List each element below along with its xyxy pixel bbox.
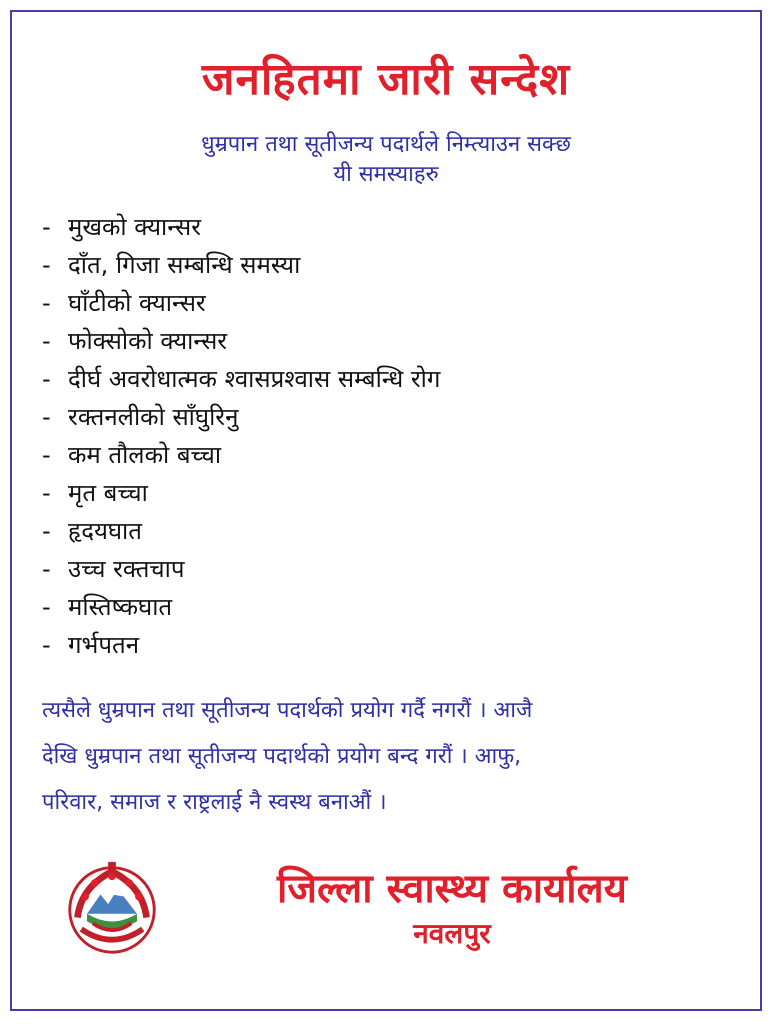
subtitle-line-2: यी समस्याहरु <box>333 162 439 187</box>
list-item-text: दीर्घ अवरोधात्मक श्वासप्रश्वास सम्बन्धि रोग <box>68 365 441 393</box>
public-message <box>42 688 736 826</box>
list-item <box>42 208 440 246</box>
message-line-2: देखि धुम्रपान तथा सूतीजन्य पदार्थको प्रयोग बन्द गरौं । आफु, <box>42 744 522 769</box>
poster-subtitle <box>72 130 700 190</box>
list-dash: - <box>42 517 51 545</box>
list-item <box>42 474 440 512</box>
list-item-text: फोक्सोको क्यान्सर <box>68 327 228 355</box>
list-dash: - <box>42 441 51 469</box>
list-dash: - <box>42 213 51 241</box>
list-item-text: मस्तिष्कघात <box>68 593 173 621</box>
list-item-text: दाँत, गिजा सम्बन्धि समस्या <box>68 251 301 279</box>
list-item <box>42 512 440 550</box>
list-dash: - <box>42 479 51 507</box>
list-item <box>42 246 440 284</box>
list-item-text: हृदयघात <box>68 517 142 545</box>
list-item <box>42 626 440 664</box>
list-item-text: उच्च रक्तचाप <box>68 555 185 583</box>
office-place: नवलपुर <box>413 917 491 950</box>
list-item-text: रक्तनलीको साँघुरिनु <box>68 403 239 431</box>
problem-list <box>42 208 440 664</box>
subtitle-line-1: धुम्रपान तथा सूतीजन्य पदार्थले निम्त्याउन सक्छ <box>201 132 571 157</box>
office-name: जिल्ला स्वास्थ्य कार्यालय <box>277 866 627 912</box>
list-dash: - <box>42 631 51 659</box>
list-dash: - <box>42 365 51 393</box>
list-item <box>42 398 440 436</box>
poster-frame <box>10 10 762 1011</box>
message-line-1: त्यसैले धुम्रपान तथा सूतीजन्य पदार्थको प्रयोग गर्दै नगरौं । आजै <box>42 698 533 723</box>
list-dash: - <box>42 289 51 317</box>
message-line-3: परिवार, समाज र राष्ट्रलाई नै स्वस्थ बनाऔं । <box>42 790 387 815</box>
nepal-emblem-icon <box>64 860 160 956</box>
list-dash: - <box>42 555 51 583</box>
list-dash: - <box>42 251 51 279</box>
list-item-text: घाँटीको क्यान्सर <box>68 289 206 317</box>
list-item <box>42 588 440 626</box>
list-item-text: मुखको क्यान्सर <box>68 213 202 241</box>
list-item <box>42 322 440 360</box>
list-item-text: गर्भपतन <box>68 631 140 659</box>
list-dash: - <box>42 327 51 355</box>
poster-title: जनहितमा जारी सन्देश <box>201 54 571 105</box>
list-dash: - <box>42 593 51 621</box>
list-item-text: मृत बच्चा <box>68 479 148 507</box>
list-item <box>42 550 440 588</box>
list-item-text: कम तौलको बच्चा <box>68 441 222 469</box>
list-dash: - <box>42 403 51 431</box>
list-item <box>42 360 440 398</box>
list-item <box>42 436 440 474</box>
list-item <box>42 284 440 322</box>
